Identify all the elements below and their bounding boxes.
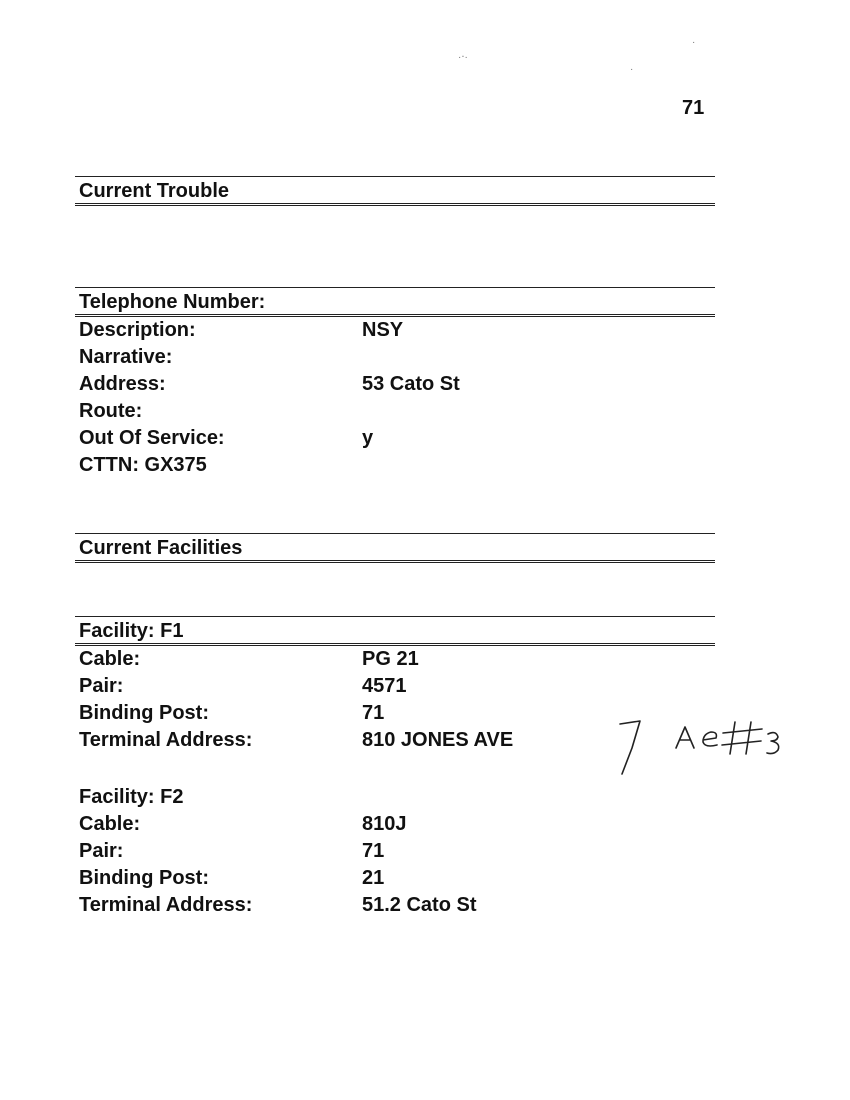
facility-f2-heading: Facility: F2 [79, 786, 184, 808]
f2-terminal-address-value: 51.2 Cato St [362, 894, 477, 916]
address-value: 53 Cato St [362, 373, 460, 395]
telephone-heading: Telephone Number: [75, 287, 715, 317]
scan-speck: · [692, 37, 696, 48]
f1-cable-row [75, 646, 715, 673]
scan-speck: ·‧· [458, 52, 468, 63]
current-trouble-section [75, 176, 715, 206]
f2-pair-row [75, 838, 715, 865]
f1-terminal-address-label: Terminal Address: [79, 729, 253, 751]
f1-pair-label: Pair: [79, 675, 124, 697]
route-label: Route: [79, 400, 143, 422]
f1-binding-post-label: Binding Post: [79, 702, 209, 724]
f2-terminal-address-row [75, 892, 715, 919]
scan-speck: · [630, 64, 634, 75]
out-of-service-row [75, 425, 715, 452]
f2-terminal-address-label: Terminal Address: [79, 894, 253, 916]
f2-cable-value: 810J [362, 813, 407, 835]
f2-cable-row [75, 811, 715, 838]
address-row [75, 371, 715, 398]
description-value: NSY [362, 319, 404, 341]
description-row [75, 317, 715, 344]
out-of-service-value: y [362, 427, 374, 449]
f2-binding-post-label: Binding Post: [79, 867, 209, 889]
description-label: Description: [79, 319, 196, 341]
f1-pair-value: 4571 [362, 675, 407, 697]
f1-binding-post-value: 71 [362, 702, 385, 724]
route-row [75, 398, 715, 425]
current-facilities-section [75, 533, 715, 563]
narrative-label: Narrative: [79, 346, 173, 368]
address-label: Address: [79, 373, 166, 395]
f2-cable-label: Cable: [79, 813, 141, 835]
page-number: 71 [682, 97, 705, 119]
current-trouble-heading: Current Trouble [75, 176, 715, 206]
out-of-service-label: Out Of Service: [79, 427, 225, 449]
narrative-row [75, 344, 715, 371]
f1-cable-label: Cable: [79, 648, 141, 670]
f2-pair-value: 71 [362, 840, 385, 862]
f1-pair-row [75, 673, 715, 700]
cttn-label: CTTN: GX375 [79, 454, 207, 476]
f1-cable-value: PG 21 [362, 648, 419, 670]
f1-terminal-address-value: 810 JONES AVE [362, 729, 514, 751]
handwritten-note [610, 710, 810, 785]
f2-pair-label: Pair: [79, 840, 124, 862]
cttn-row [75, 452, 715, 479]
f2-binding-post-value: 21 [362, 867, 385, 889]
handwritten-note-drawing [610, 710, 810, 780]
f2-binding-post-row [75, 865, 715, 892]
facility-f1-heading: Facility: F1 [75, 616, 715, 646]
facility-f2-section [75, 784, 715, 919]
current-facilities-heading: Current Facilities [75, 533, 715, 563]
telephone-section [75, 287, 715, 479]
